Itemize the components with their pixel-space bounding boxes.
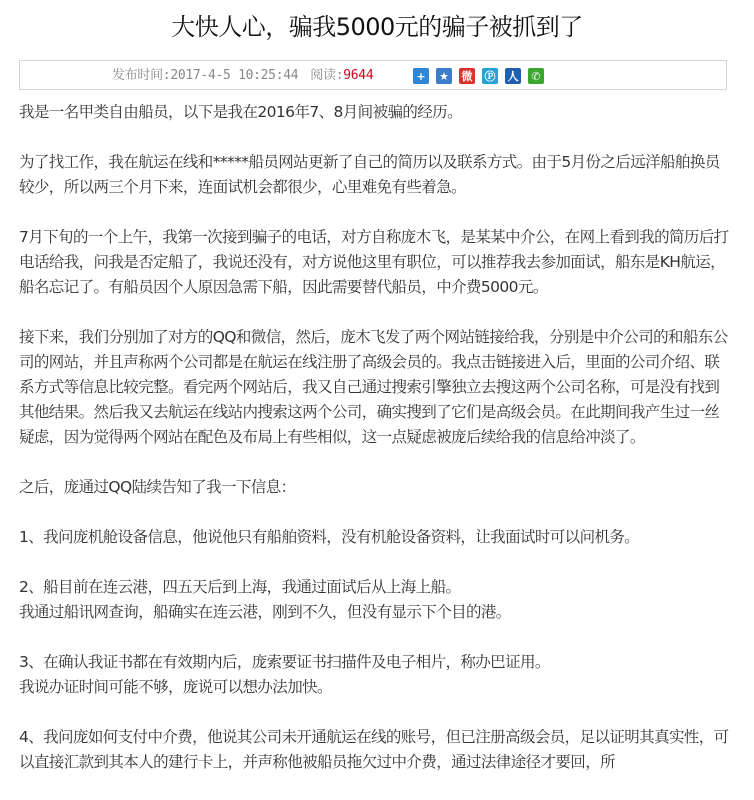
paragraph: 为了找工作，我在航运在线和*****船员网站更新了自己的简历以及联系方式。由于5月份之后远洋船舶换员较少，所以两三个月下来，连面试机会都很少，心里难免有些着急。 bbox=[19, 153, 720, 196]
publish-time: 2017-4-5 10:25:44 bbox=[170, 68, 299, 83]
list-item: 1、我问庞机舱设备信息，他说他只有船舶资料，没有机舱设备资料，让我面试时可以问机务。 bbox=[19, 528, 640, 546]
paragraph: 接下来，我们分别加了对方的QQ和微信，然后，庞木飞发了两个网站链接给我，分别是中介公司的和船东公司的网站，并且声称两个公司都是在航运在线注册了高级会员的。我点击链接进入后，里面的公司介绍、联系方式等信息比较完整。看完两个网站后，我又自己通过搜索引擎独立去搜这两个公司名称，可是没有找到其他结果。然后我又去航运在线站内搜索这两个公司，确实搜到了它们是高级会员。在此期间我产生过一丝疑虑，因为觉得两个网站在配色及布局上有些相似，这一点疑虑被庞后续给我的信息给冲淡了。 bbox=[19, 328, 728, 446]
renren-icon[interactable]: 人 bbox=[505, 68, 521, 84]
list-item: 4、我问庞如何支付中介费，他说其公司未开通航运在线的账号，但已注册高级会员，足以证明其真实性，可以直接汇款到其本人的建行卡上，并声称他被船员拖欠过中介费，通过法律途径才要回，所 bbox=[19, 728, 729, 771]
share-toolbar bbox=[413, 68, 544, 84]
wechat-icon[interactable]: ✆ bbox=[528, 68, 544, 84]
paragraph: 之后，庞通过QQ陆续告知了我一下信息： bbox=[19, 478, 296, 496]
article-body bbox=[19, 100, 731, 800]
paragraph: 7月下旬的一个上午，我第一次接到骗子的电话，对方自称庞木飞，是某某中介公，在网上看到我的简历后打电话给我，问我是否定船了，我说还没有，对方说他这里有职位，可以推荐我去参加面试，船东是KH航运，船名忘记了。有船员因个人原因急需下船，因此需要替代船员，中介费5000元。 bbox=[19, 228, 729, 296]
share-more-icon[interactable]: + bbox=[413, 68, 429, 84]
views-count: 9644 bbox=[343, 68, 374, 83]
publish-time-label: 发布时间: bbox=[112, 68, 171, 83]
article-title: 大快人心，骗我5000元的骗子被抓到了 bbox=[171, 13, 583, 41]
article-meta-bar bbox=[19, 60, 727, 90]
qzone-icon[interactable]: ★ bbox=[436, 68, 452, 84]
paragraph: 我是一名甲类自由船员，以下是我在2016年7、8月间被骗的经历。 bbox=[19, 103, 462, 121]
article-meta bbox=[112, 61, 373, 91]
weibo-icon[interactable]: 微 bbox=[459, 68, 475, 84]
views-label: 阅读: bbox=[310, 68, 344, 83]
list-item: 2、船目前在连云港，四五天后到上海，我通过面试后从上海上船。 我通过船讯网查询，船确实在连云港，刚到不久，但没有显示下个目的港。 bbox=[19, 578, 511, 621]
tencent-weibo-icon[interactable]: Ⓟ bbox=[482, 68, 498, 84]
list-item: 3、在确认我证书都在有效期内后，庞索要证书扫描件及电子相片，称办巴证用。 我说办证时间可能不够，庞说可以想办法加快。 bbox=[19, 653, 550, 696]
